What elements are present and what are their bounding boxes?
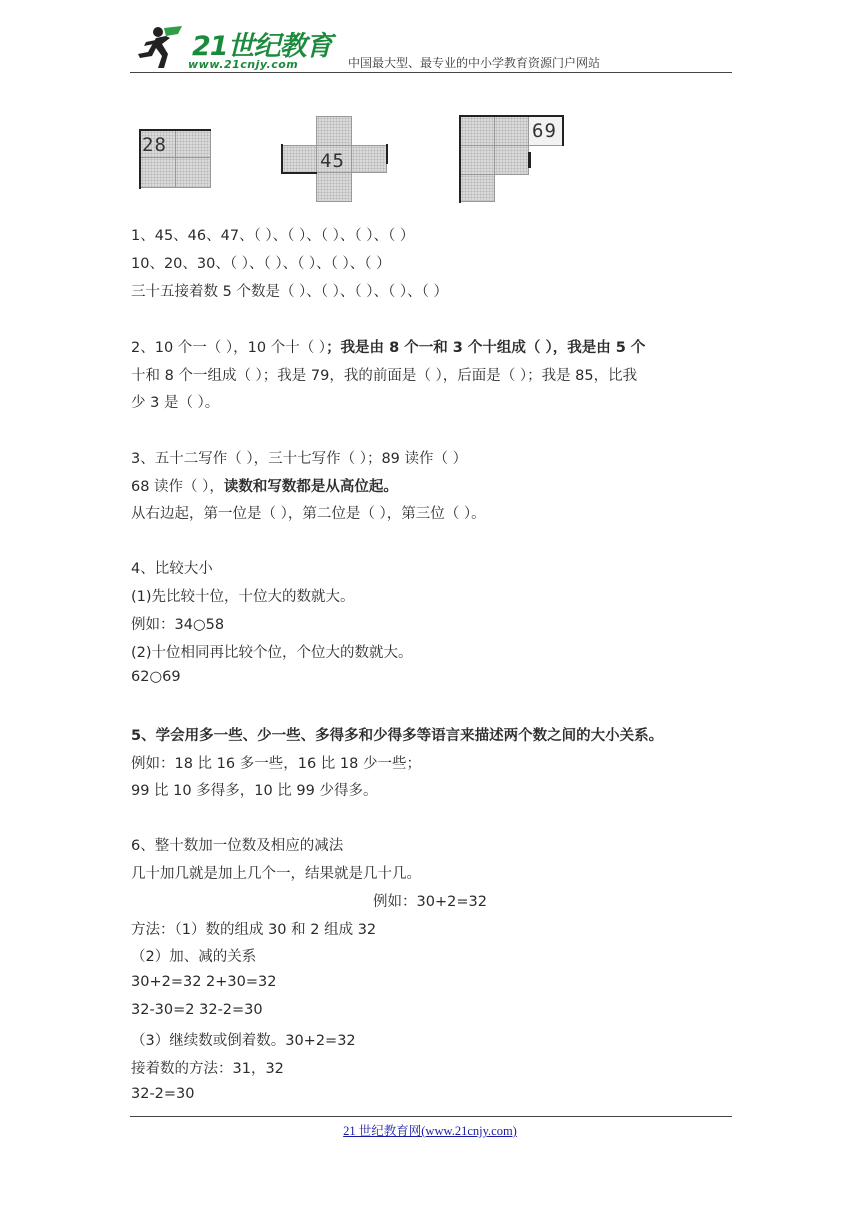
bold-segment: ；我是由 8 个一和 3 个十组成（ ），我是由 5 个: [326, 340, 646, 356]
page-header: [130, 18, 732, 74]
text-line: 32-30=2 32-2=30: [131, 1002, 263, 1018]
text-segment: 2、10 个一（ ），10 个十（ ）: [131, 340, 327, 356]
runner-icon: [134, 24, 186, 70]
text-line: 10、20、30、（ ）、（ ）、（ ）、（ ）、（ ）: [131, 256, 391, 272]
site-tagline: 中国最大型、最专业的中小学教育资源门户网站: [348, 56, 601, 70]
text-line: （2）加、减的关系: [131, 949, 257, 965]
text-line: 例如：18 比 16 多一些，16 比 18 少一些；: [131, 756, 421, 772]
text-line: （3）继续数或倒着数。30+2=32: [131, 1033, 356, 1049]
text-line: [131, 475, 398, 496]
text-line: 少 3 是（ ）。: [131, 395, 220, 411]
text-line: 32-2=30: [131, 1086, 195, 1102]
text-line: 例如：30+2=32: [373, 894, 487, 910]
text-line: 30+2=32 2+30=32: [131, 974, 277, 990]
number-grids: [130, 108, 590, 208]
grid-number: 45: [320, 150, 345, 172]
text-line: 5、学会用多一些、少一些、多得多和少得多等语言来描述两个数之间的大小关系。: [131, 728, 664, 744]
text-line: 方法：（1）数的组成 30 和 2 组成 32: [131, 922, 377, 938]
text-line: 例如：34○58: [131, 617, 225, 633]
text-line: 6、整十数加一位数及相应的减法: [131, 838, 344, 854]
text-line: 4、比较大小: [131, 561, 213, 577]
text-line: (2)十位相同再比较个位，个位大的数就大。: [131, 645, 413, 661]
text-line: 接着数的方法：31，32: [131, 1061, 284, 1077]
text-line: 三十五接着数 5 个数是（ ）、（ ）、（ ）、（ ）、（ ）: [131, 284, 448, 300]
text-line: 1、45、46、47、（ ）、（ ）、（ ）、（ ）、（ ）: [131, 228, 415, 244]
text-line: 从右边起，第一位是（ ），第二位是（ ），第三位（ ）。: [131, 506, 486, 522]
grid-number: 69: [532, 120, 557, 142]
bold-segment: 读数和写数都是从高位起。: [223, 479, 398, 495]
grid-number: 28: [142, 134, 167, 156]
text-line: 3、五十二写作（ ），三十七写作（ ）；89 读作（ ）: [131, 451, 468, 467]
text-line: 99 比 10 多得多，10 比 99 少得多。: [131, 783, 378, 799]
logo-text: 21世纪教育: [192, 31, 332, 62]
text-line: [131, 336, 645, 357]
footer-divider: [130, 1116, 732, 1117]
logo-url: www.21cnjy.com: [188, 58, 299, 71]
site-logo[interactable]: [130, 18, 340, 74]
text-line: (1)先比较十位，十位大的数就大。: [131, 589, 355, 605]
text-line: 几十加几就是加上几个一，结果就是几十几。: [131, 866, 421, 882]
text-line: 62○69: [131, 669, 181, 685]
text-segment: 68 读作（ ），: [131, 479, 224, 495]
header-divider: [130, 72, 732, 73]
text-line: 十和 8 个一组成（ ）；我是 79，我的前面是（ ），后面是（ ）；我是 85，比我: [131, 368, 638, 384]
footer-link[interactable]: 21 世纪教育网(www.21cnjy.com): [343, 1124, 517, 1138]
